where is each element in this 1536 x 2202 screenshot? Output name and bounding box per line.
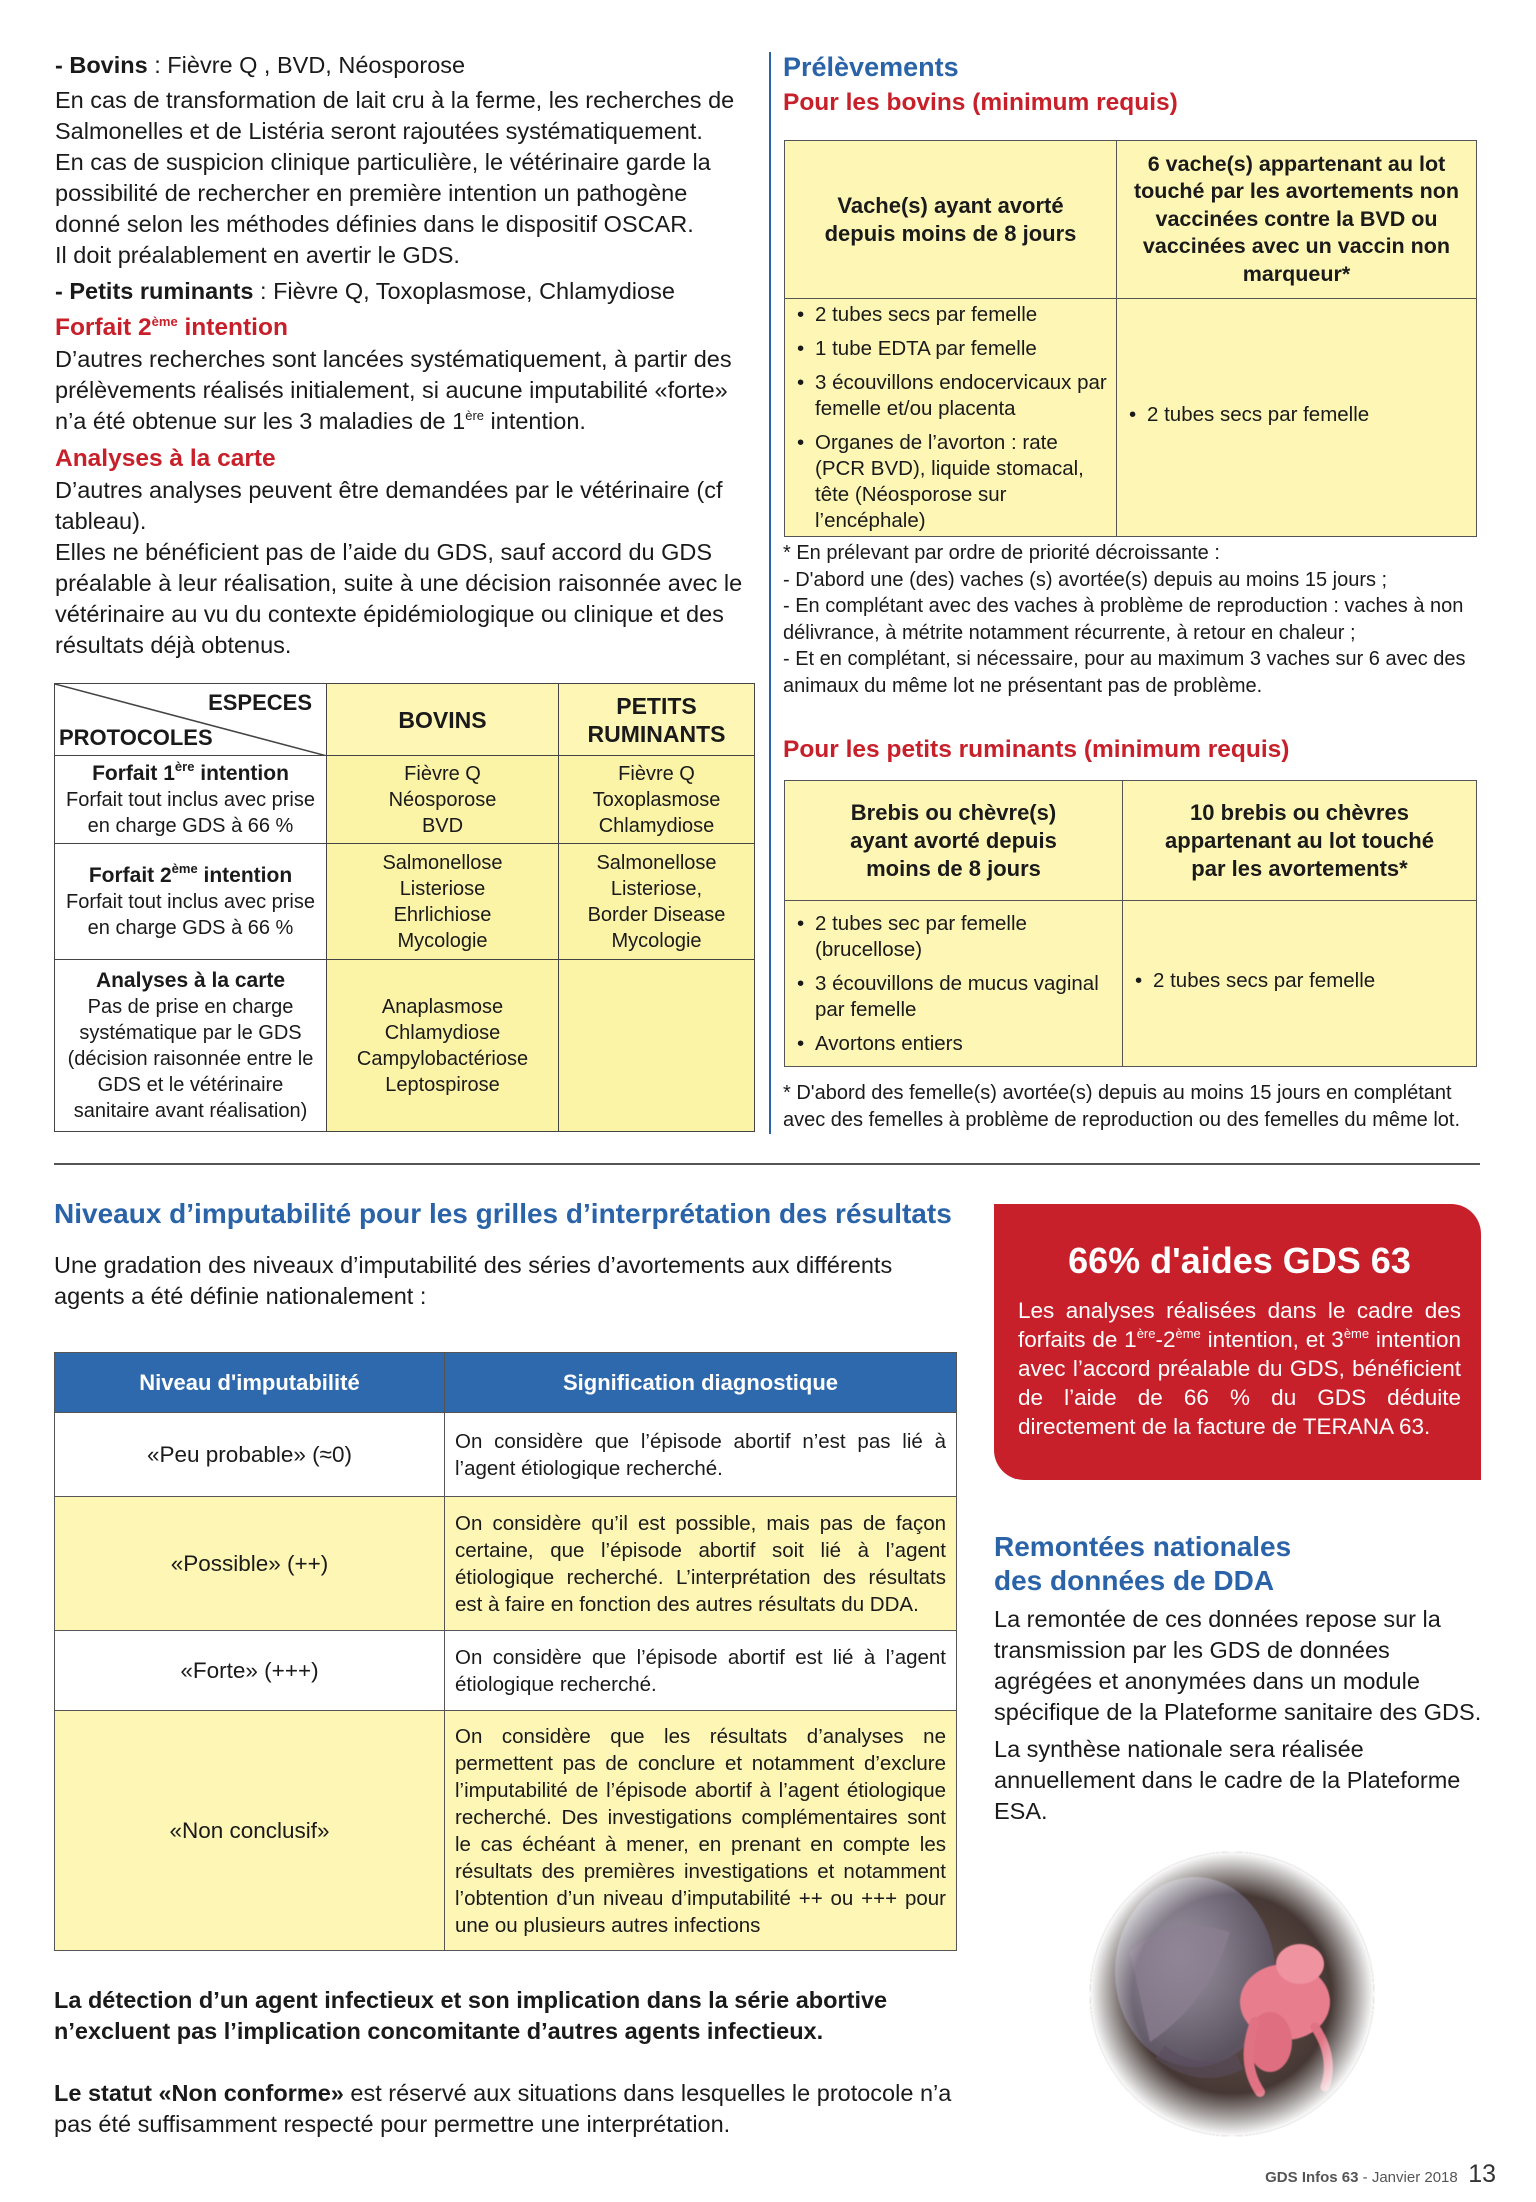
forfait2-heading: Forfait 2ème intention — [55, 314, 288, 341]
list-item: • 3 écouvillons de mucus vaginal par femelle — [797, 971, 1116, 1023]
level-non-conclusif: «Non conclusif» — [55, 1711, 445, 1951]
list-item: • 1 tube EDTA par femelle — [797, 336, 1110, 362]
bovins-items-left — [785, 299, 1117, 537]
column-divider — [769, 52, 771, 1134]
niveaux-title: Niveaux d’imputabilité pour les grilles d’interprétation des résultats — [54, 1198, 952, 1229]
list-item: • 2 tubes sec par femelle (brucellose) — [797, 911, 1116, 963]
especes-label: ESPECES — [208, 690, 312, 715]
bovins-sample-table — [784, 140, 1477, 537]
remontees-title-2: des données de DDA — [994, 1565, 1275, 1596]
petits-head-right: 10 brebis ou chèvres appartenant au lot touché par les avortements* — [1123, 781, 1477, 901]
remontees-section — [994, 1530, 1484, 1827]
petits-head-left: Brebis ou chèvre(s) ayant avorté depuis moins de 8 jours — [785, 781, 1123, 901]
row-forfait1-petits: Fièvre Q Toxoplasmose Chlamydiose — [559, 756, 755, 844]
list-item: • Organes de l’avorton : rate (PCR BVD), liquide stomacal, tête (Néosporose sur l’encéphale) — [797, 430, 1110, 534]
level-peu-probable: «Peu probable» (≈0) — [55, 1413, 445, 1497]
analyses-heading: Analyses à la carte — [55, 445, 276, 472]
col-signification-header: Signification diagnostique — [445, 1353, 957, 1413]
bovins-line: - Bovins : Fièvre Q , BVD, Néosporose — [55, 52, 466, 78]
remontees-title-1: Remontées nationales — [994, 1531, 1292, 1562]
table-corner-cell — [55, 684, 327, 756]
level-possible: «Possible» (++) — [55, 1497, 445, 1631]
niveaux-table — [54, 1352, 957, 1951]
row-forfait1-label: Forfait 1ère intention Forfait tout inclus avec prise en charge GDS à 66 % — [55, 756, 327, 844]
aide-gds-box — [994, 1204, 1481, 1480]
avorton-illustration — [1090, 1852, 1374, 2136]
remontees-p2: La synthèse nationale sera réalisée annuellement dans le cadre de la Plateforme ESA. — [994, 1736, 1461, 1824]
analyses-paragraph: D’autres analyses peuvent être demandées par le vétérinaire (cf tableau). — [55, 477, 723, 534]
section-separator — [54, 1163, 1480, 1165]
row-forfait2-petits: Salmonellose Listeriose, Border Disease Mycologie — [559, 844, 755, 960]
row-forfait2-bovins: Salmonellose Listeriose Ehrlichiose Mycologie — [327, 844, 559, 960]
statut-paragraph: Le statut «Non conforme» est réservé aux situations dans lesquelles le protocole n’a pas été suffisamment respecté pour permettre une interprétation. — [54, 2080, 952, 2137]
avertir-paragraph: Il doit préalablement en avertir le GDS. — [55, 242, 460, 268]
bovins-subtitle: Pour les bovins (minimum requis) — [783, 89, 1178, 116]
petits-items-left — [785, 901, 1123, 1067]
avorton-photo — [1090, 1852, 1374, 2136]
footer-brand: GDS Infos 63 — [1265, 2169, 1359, 2186]
petits-items-right — [1123, 901, 1477, 1067]
footer — [1236, 2160, 1496, 2189]
row-carte-label: Analyses à la carte Pas de prise en charge systématique par le GDS (décision raisonnée entre le GDS et le vétérinaire sanitaire avant réalisation) — [55, 960, 327, 1132]
suspicion-paragraph: En cas de suspicion clinique particulière, le vétérinaire garde la possibilité de rechercher en première intention un pathogène donné selon les méthodes définies dans le dispositif OSCAR. — [55, 149, 711, 237]
bovins-head-left: Vache(s) ayant avorté depuis moins de 8 jours — [785, 141, 1117, 299]
protocol-table — [54, 683, 755, 1132]
meaning-non-conclusif: On considère que les résultats d’analyses ne permettent pas de conclure et notamment d’exclure l’imputabilité de l’épisode abortif à l’agent étiologique recherché. Des investigations complémentaires sont le cas échéant à mener, en prenant en compte les résultats des premières investigations et notamment l’obtention d’un niveau d’imputabilité ++ ou +++ pour une ou plusieurs autres infections — [445, 1711, 957, 1951]
col-petits-header: PETITS RUMINANTS — [559, 684, 755, 756]
left-intro — [55, 50, 755, 661]
col-niveau-header: Niveau d'imputabilité — [55, 1353, 445, 1413]
forfait2-paragraph: D’autres recherches sont lancées systématiquement, à partir des prélèvements réalisés initialement, si aucune imputabilité «forte» n’a été obtenue sur les 3 maladies de 1ère intention. — [55, 346, 732, 434]
lait-cru-paragraph: En cas de transformation de lait cru à la ferme, les recherches de Salmonelles et de Listéria seront rajoutées systématiquement. — [55, 87, 735, 144]
list-item: • Avortons entiers — [797, 1031, 1116, 1057]
meaning-possible: On considère qu’il est possible, mais pas de façon certaine, que l’épisode abortif soit lié à l’agent étiologique recherché. L’interprétation des résultats est à faire en fonction des autres résultats du DDA. — [445, 1497, 957, 1631]
detection-paragraph: La détection d’un agent infectieux et son implication dans la série abortive n’excluent pas l’implication concomitante d’autres agents infectieux. — [54, 1987, 888, 2044]
col-bovins-header: BOVINS — [327, 684, 559, 756]
petits-line: - Petits ruminants : Fièvre Q, Toxoplasmose, Chlamydiose — [55, 278, 675, 304]
meaning-forte: On considère que l’épisode abortif est lié à l’agent étiologique recherché. — [445, 1631, 957, 1711]
page-number: 13 — [1468, 2160, 1496, 2188]
list-item: • 2 tubes secs par femelle — [797, 302, 1110, 328]
niveaux-intro: Une gradation des niveaux d’imputabilité des séries d’avortements aux différents agents a été définie nationalement : — [54, 1252, 893, 1309]
bovins-head-right: 6 vache(s) appartenant au lot touché par les avortements non vaccinées contre la BVD ou vaccinées avec un vaccin non marqueur* — [1117, 141, 1477, 299]
footer-date: - Janvier 2018 — [1358, 2169, 1458, 2186]
protocoles-label: PROTOCOLES — [59, 725, 213, 750]
row-forfait2-label: Forfait 2ème intention Forfait tout inclus avec prise en charge GDS à 66 % — [55, 844, 327, 960]
level-forte: «Forte» (+++) — [55, 1631, 445, 1711]
bovins-items-right — [1117, 299, 1477, 537]
list-item: • 2 tubes secs par femelle — [1129, 402, 1470, 428]
row-carte-petits — [559, 960, 755, 1132]
petits-sample-table — [784, 780, 1477, 1067]
aide-gds-text: Les analyses réalisées dans le cadre des forfaits de 1ère-2ème intention, et 3ème intention avec l’accord préalable du GDS, bénéficient de l’aide de 66 % du GDS déduite directement de la facture de TERANA 63. — [1018, 1298, 1461, 1439]
bovins-notes: * En prélevant par ordre de priorité décroissante : - D'abord une (des) vaches (s) avortée(s) depuis au moins 15 jours ; - En complétant avec des vaches à problème de reproduction : vaches à non délivrance, à métrite notamment récurrente, à retour en chaleur ; - Et en complétant, si nécessaire, pour au maximum 3 vaches sur 6 avec des animaux du même lot ne présentant pas de problème. — [783, 542, 1466, 697]
prelevements-section — [783, 50, 1483, 119]
remontees-p1: La remontée de ces données repose sur la transmission par les GDS de données agrégées et anonymées dans un module spécifique de la Plateforme sanitaire des GDS. — [994, 1606, 1482, 1725]
row-forfait1-bovins: Fièvre Q Néosporose BVD — [327, 756, 559, 844]
prelevements-title: Prélèvements — [783, 52, 959, 82]
petits-note: * D'abord des femelle(s) avortée(s) depuis au moins 15 jours en complétant avec des femelles à problème de reproduction ou des femelles du même lot. — [783, 1082, 1461, 1131]
petits-subtitle: Pour les petits ruminants (minimum requis) — [783, 736, 1290, 763]
row-carte-bovins: Anaplasmose Chlamydiose Campylobactériose Leptospirose — [327, 960, 559, 1132]
aide-gds-paragraph: Elles ne bénéficient pas de l’aide du GDS, sauf accord du GDS préalable à leur réalisation, suite à une décision raisonnée avec le vétérinaire au vu du contexte épidémiologique ou clinique et des résultats déjà obtenus. — [55, 539, 743, 658]
list-item: • 3 écouvillons endocervicaux par femelle et/ou placenta — [797, 370, 1110, 422]
meaning-peu-probable: On considère que l’épisode abortif n’est pas lié à l’agent étiologique recherché. — [445, 1413, 957, 1497]
aide-gds-title: 66% d'aides GDS 63 — [1068, 1240, 1411, 1281]
list-item: • 2 tubes secs par femelle — [1135, 968, 1470, 994]
